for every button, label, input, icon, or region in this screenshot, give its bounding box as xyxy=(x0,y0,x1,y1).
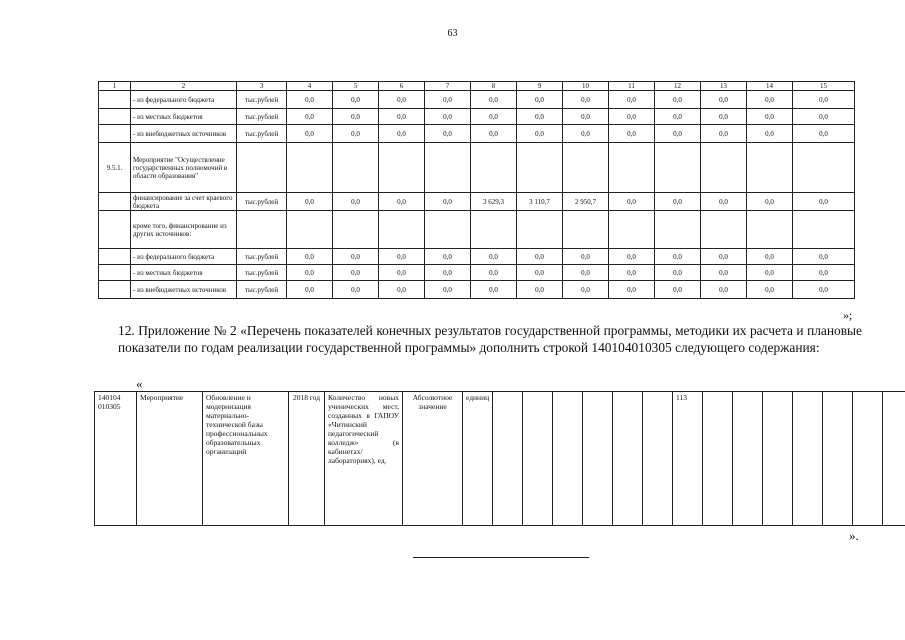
value-cell: 0,0 xyxy=(747,91,793,109)
column-number: 2 xyxy=(131,82,237,91)
indicator-planned-value: 113 xyxy=(673,392,703,526)
value-cell: 0,0 xyxy=(425,125,471,143)
value-cell xyxy=(517,211,563,249)
value-cell: 0,0 xyxy=(517,125,563,143)
value-cell xyxy=(379,211,425,249)
value-cell: 0,0 xyxy=(747,281,793,299)
opening-quote: « xyxy=(136,376,143,391)
value-cell: 0,0 xyxy=(425,265,471,281)
value-cell xyxy=(747,143,793,193)
value-cell: 0,0 xyxy=(517,249,563,265)
closing-quote-final: ». xyxy=(849,528,859,543)
table-cell xyxy=(793,392,823,526)
table-cell xyxy=(493,392,523,526)
table-row xyxy=(99,265,855,281)
value-cell xyxy=(655,143,701,193)
value-cell: 0,0 xyxy=(379,265,425,281)
value-cell: 0,0 xyxy=(655,265,701,281)
column-number: 7 xyxy=(425,82,471,91)
value-cell: 0,0 xyxy=(287,125,333,143)
value-cell xyxy=(655,211,701,249)
value-cell: 0,0 xyxy=(655,249,701,265)
financing-table xyxy=(98,81,855,299)
value-cell: 0,0 xyxy=(747,109,793,125)
value-cell: 0,0 xyxy=(609,109,655,125)
row-unit: тыс.рублей xyxy=(237,125,287,143)
row-unit: тыс.рублей xyxy=(237,91,287,109)
value-cell: 0,0 xyxy=(701,125,747,143)
financing-table-body xyxy=(99,91,855,299)
table-cell xyxy=(763,392,793,526)
value-cell xyxy=(471,211,517,249)
value-cell xyxy=(287,211,333,249)
column-number: 15 xyxy=(793,82,855,91)
value-cell: 0,0 xyxy=(701,265,747,281)
value-cell xyxy=(747,211,793,249)
value-cell: 0,0 xyxy=(471,125,517,143)
value-cell: 0,0 xyxy=(379,91,425,109)
value-cell xyxy=(701,211,747,249)
value-cell: 0,0 xyxy=(793,249,855,265)
column-number: 8 xyxy=(471,82,517,91)
row-code xyxy=(99,249,131,265)
column-number: 1 xyxy=(99,82,131,91)
value-cell: 2 950,7 xyxy=(563,193,609,211)
value-cell: 0,0 xyxy=(287,91,333,109)
value-cell: 0,0 xyxy=(747,249,793,265)
table-cell xyxy=(853,392,883,526)
value-cell xyxy=(471,143,517,193)
row-code xyxy=(99,91,131,109)
value-cell: 0,0 xyxy=(701,91,747,109)
column-number: 9 xyxy=(517,82,563,91)
value-cell xyxy=(701,143,747,193)
row-code xyxy=(99,281,131,299)
value-cell xyxy=(425,211,471,249)
indicator-code: 140104 010305 xyxy=(95,392,137,526)
value-cell: 0,0 xyxy=(609,249,655,265)
value-cell: 0,0 xyxy=(287,249,333,265)
indicator-type: Мероприятие xyxy=(137,392,203,526)
table-row xyxy=(99,249,855,265)
table-row xyxy=(99,109,855,125)
column-number: 13 xyxy=(701,82,747,91)
value-cell: 0,0 xyxy=(793,91,855,109)
row-unit: тыс.рублей xyxy=(237,193,287,211)
row-unit xyxy=(237,143,287,193)
table-cell xyxy=(643,392,673,526)
indicator-year: 2018 год xyxy=(289,392,325,526)
value-cell: 0,0 xyxy=(471,109,517,125)
table-row xyxy=(95,392,905,526)
column-number: 4 xyxy=(287,82,333,91)
row-name: - из внебюджетных источников xyxy=(131,125,237,143)
row-code xyxy=(99,193,131,211)
row-name: финансирование за счет краевого бюджета xyxy=(131,193,237,211)
table-row xyxy=(99,125,855,143)
value-cell: 0,0 xyxy=(655,281,701,299)
divider-line xyxy=(413,557,589,558)
value-cell: 0,0 xyxy=(333,91,379,109)
value-cell: 0,0 xyxy=(655,125,701,143)
table-cell xyxy=(703,392,733,526)
value-cell: 0,0 xyxy=(563,265,609,281)
value-cell: 0,0 xyxy=(609,125,655,143)
column-number: 14 xyxy=(747,82,793,91)
value-cell: 0,0 xyxy=(287,265,333,281)
value-cell: 0,0 xyxy=(609,193,655,211)
value-cell: 0,0 xyxy=(471,281,517,299)
value-cell: 0,0 xyxy=(379,281,425,299)
row-unit: тыс.рублей xyxy=(237,249,287,265)
value-cell: 0,0 xyxy=(425,249,471,265)
value-cell xyxy=(609,143,655,193)
value-cell xyxy=(287,143,333,193)
row-name: - из внебюджетных источников xyxy=(131,281,237,299)
value-cell: 0,0 xyxy=(333,125,379,143)
indicator-table xyxy=(94,391,905,526)
page-number: 63 xyxy=(447,28,458,39)
value-cell: 0,0 xyxy=(793,265,855,281)
value-cell: 0,0 xyxy=(563,125,609,143)
row-unit: тыс.рублей xyxy=(237,265,287,281)
table-row xyxy=(99,143,855,193)
indicator-description: Количество новых ученических мест, созданных в ГАПОУ «Читинский педагогический колледж» (в кабинетах/ лабораториях), ед. xyxy=(325,392,403,526)
row-name: кроме того, финансирование из других источников: xyxy=(131,211,237,249)
value-cell: 0,0 xyxy=(517,91,563,109)
value-cell: 0,0 xyxy=(701,281,747,299)
value-cell: 0,0 xyxy=(701,193,747,211)
value-cell: 0,0 xyxy=(563,109,609,125)
value-cell: 0,0 xyxy=(655,193,701,211)
value-cell: 0,0 xyxy=(287,109,333,125)
value-cell: 0,0 xyxy=(379,109,425,125)
table-cell xyxy=(883,392,905,526)
value-cell: 0,0 xyxy=(517,281,563,299)
table-header-row xyxy=(99,82,855,91)
value-cell: 0,0 xyxy=(333,249,379,265)
row-code xyxy=(99,265,131,281)
table-cell xyxy=(583,392,613,526)
indicator-value-type: Абсолютное значение xyxy=(403,392,463,526)
table-cell xyxy=(553,392,583,526)
column-number: 10 xyxy=(563,82,609,91)
value-cell: 0,0 xyxy=(379,193,425,211)
value-cell: 0,0 xyxy=(471,249,517,265)
row-name: - из местных бюджетов xyxy=(131,265,237,281)
row-name: - из федерального бюджета xyxy=(131,249,237,265)
value-cell xyxy=(425,143,471,193)
indicator-unit: единиц xyxy=(463,392,493,526)
value-cell: 0,0 xyxy=(609,91,655,109)
value-cell xyxy=(517,143,563,193)
table-row xyxy=(99,91,855,109)
row-code: 9.5.1. xyxy=(99,143,131,193)
value-cell: 0,0 xyxy=(747,193,793,211)
value-cell: 0,0 xyxy=(793,125,855,143)
table-row xyxy=(99,211,855,249)
value-cell: 0,0 xyxy=(425,109,471,125)
value-cell: 0,0 xyxy=(747,265,793,281)
value-cell: 0,0 xyxy=(517,265,563,281)
value-cell: 0,0 xyxy=(517,109,563,125)
value-cell: 0,0 xyxy=(471,91,517,109)
row-name: - из федерального бюджета xyxy=(131,91,237,109)
value-cell xyxy=(563,143,609,193)
closing-quote: »; xyxy=(843,308,853,322)
value-cell: 0,0 xyxy=(563,281,609,299)
row-unit xyxy=(237,211,287,249)
value-cell: 0,0 xyxy=(609,281,655,299)
table-cell xyxy=(823,392,853,526)
column-number: 5 xyxy=(333,82,379,91)
value-cell: 0,0 xyxy=(471,265,517,281)
row-code xyxy=(99,125,131,143)
table-row xyxy=(99,193,855,211)
row-code xyxy=(99,109,131,125)
value-cell: 0,0 xyxy=(701,249,747,265)
value-cell: 0,0 xyxy=(793,193,855,211)
value-cell: 0,0 xyxy=(793,281,855,299)
column-number: 12 xyxy=(655,82,701,91)
value-cell: 0,0 xyxy=(379,125,425,143)
table-row xyxy=(99,281,855,299)
value-cell xyxy=(333,211,379,249)
value-cell: 0,0 xyxy=(287,281,333,299)
value-cell: 0,0 xyxy=(793,109,855,125)
column-number: 11 xyxy=(609,82,655,91)
value-cell: 0,0 xyxy=(333,193,379,211)
column-number: 6 xyxy=(379,82,425,91)
value-cell: 3 110,7 xyxy=(517,193,563,211)
value-cell xyxy=(563,211,609,249)
value-cell: 0,0 xyxy=(425,281,471,299)
value-cell: 0,0 xyxy=(609,265,655,281)
value-cell xyxy=(609,211,655,249)
value-cell xyxy=(379,143,425,193)
value-cell: 0,0 xyxy=(701,109,747,125)
value-cell: 0,0 xyxy=(333,265,379,281)
row-unit: тыс.рублей xyxy=(237,281,287,299)
value-cell xyxy=(793,143,855,193)
table-cell xyxy=(613,392,643,526)
value-cell xyxy=(793,211,855,249)
value-cell: 0,0 xyxy=(425,91,471,109)
value-cell xyxy=(333,143,379,193)
value-cell: 0,0 xyxy=(747,125,793,143)
indicator-activity: Обновление и модернизация материально-технической базы профессиональных образовательных организаций xyxy=(203,392,289,526)
table-cell xyxy=(733,392,763,526)
amendment-paragraph: 12. Приложение № 2 «Перечень показателей конечных результатов государственной программы, методики их расчета и плановые показатели по годам реализации государственной программы» дополнить строкой 140104010305 следующего содержания: xyxy=(118,323,862,355)
value-cell: 0,0 xyxy=(563,91,609,109)
column-number: 3 xyxy=(237,82,287,91)
row-unit: тыс.рублей xyxy=(237,109,287,125)
value-cell: 0,0 xyxy=(287,193,333,211)
value-cell: 0,0 xyxy=(333,109,379,125)
value-cell: 0,0 xyxy=(425,193,471,211)
value-cell: 0,0 xyxy=(655,91,701,109)
row-name: Мероприятие "Осуществление государственных полномочий в области образования" xyxy=(131,143,237,193)
value-cell: 3 629,3 xyxy=(471,193,517,211)
row-code xyxy=(99,211,131,249)
value-cell: 0,0 xyxy=(333,281,379,299)
table-cell xyxy=(523,392,553,526)
value-cell: 0,0 xyxy=(379,249,425,265)
row-name: - из местных бюджетов xyxy=(131,109,237,125)
value-cell: 0,0 xyxy=(655,109,701,125)
value-cell: 0,0 xyxy=(563,249,609,265)
